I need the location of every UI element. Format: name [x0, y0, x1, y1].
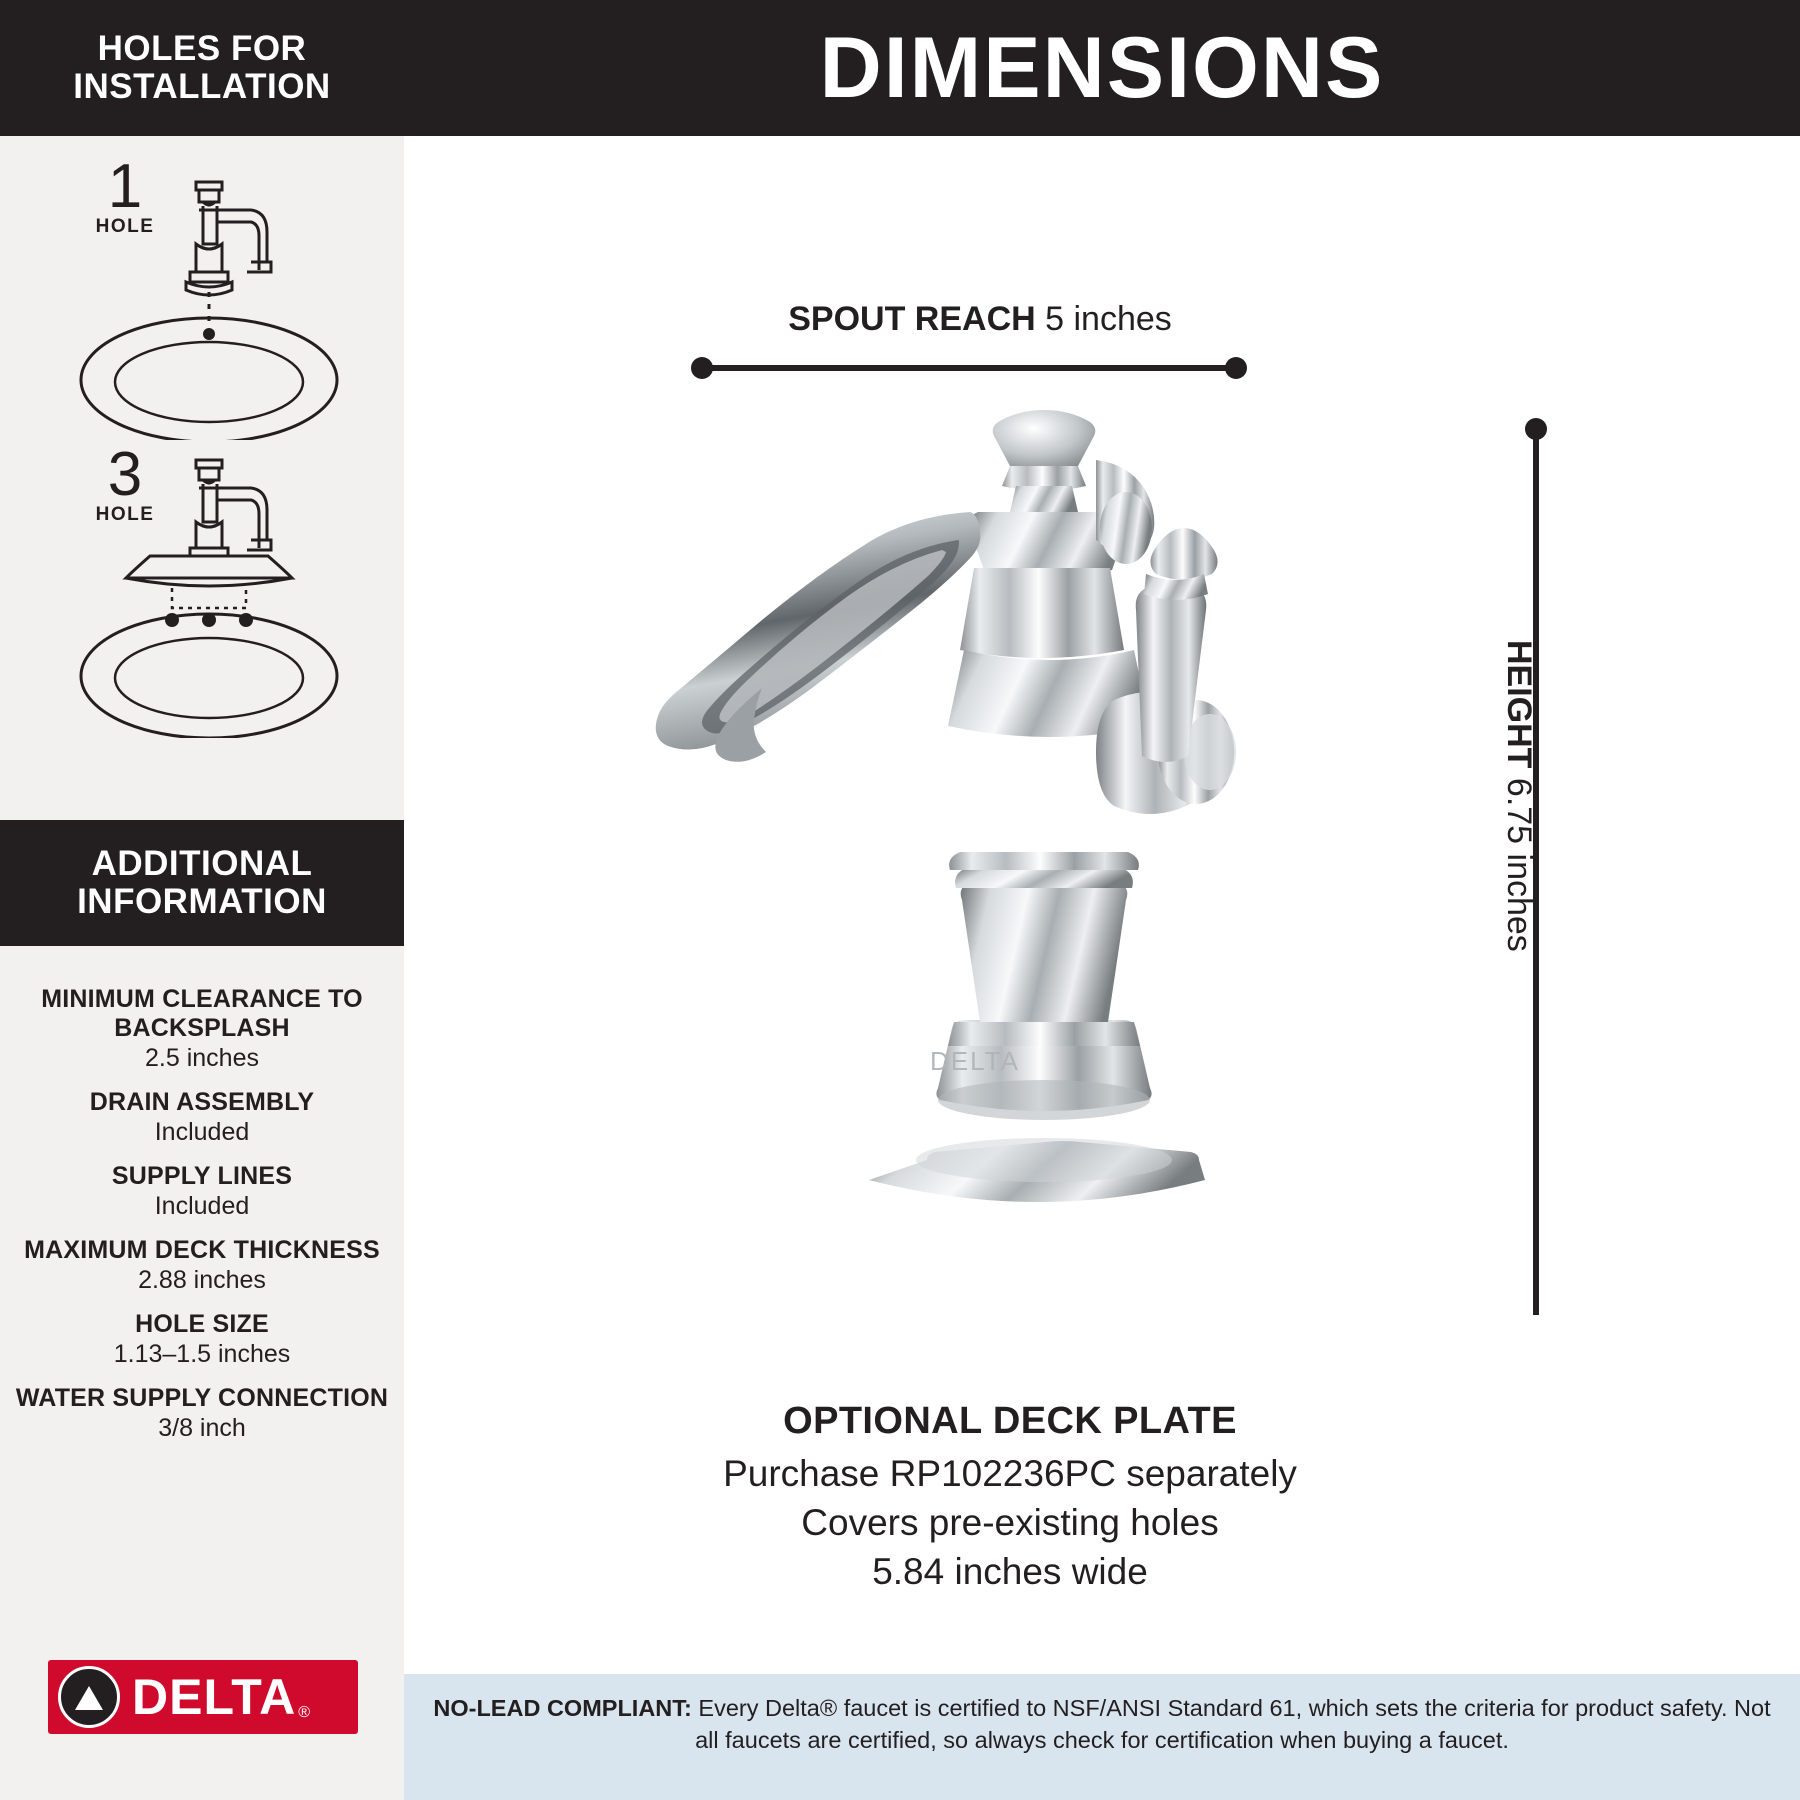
additional-information-list [0, 985, 404, 1458]
info-label: SUPPLY LINES [111, 1162, 293, 1190]
info-value: 2.5 inches [145, 1044, 259, 1072]
delta-triangle-icon [58, 1666, 120, 1728]
info-label: HOLE SIZE [135, 1310, 269, 1338]
deck-plate-title: OPTIONAL DECK PLATE [783, 1400, 1237, 1442]
info-value: 3/8 inch [158, 1414, 246, 1442]
page-title: DIMENSIONS [819, 19, 1385, 116]
info-item [0, 985, 404, 1074]
footer-bold-prefix: NO-LEAD COMPLIANT: [433, 1695, 692, 1721]
info-item [0, 1236, 404, 1296]
deck-plate-line1: Purchase RP102236PC separately [723, 1453, 1297, 1494]
deck-plate-line3: 5.84 inches wide [872, 1551, 1148, 1592]
left-info-panel [0, 0, 404, 1800]
optional-deck-plate-block [470, 1400, 1550, 1596]
info-label: MAXIMUM DECK THICKNESS [24, 1236, 380, 1264]
hole-count-1: 1 HOLE [95, 152, 155, 237]
holes-for-installation-header [0, 0, 404, 136]
three-hole-diagram [0, 438, 404, 738]
holes-header-line1: HOLES FOR [97, 28, 307, 68]
info-item [0, 1162, 404, 1222]
info-item [0, 1088, 404, 1148]
info-item [0, 1384, 404, 1444]
info-value: Included [154, 1118, 250, 1146]
info-value: 1.13–1.5 inches [113, 1340, 291, 1368]
spout-reach-dimension-line [690, 352, 1250, 392]
dimensions-header [404, 0, 1800, 136]
spout-reach-label [700, 300, 1260, 339]
additional-header-line2: INFORMATION [77, 882, 327, 921]
no-lead-compliance-footer [404, 1674, 1800, 1800]
info-label: WATER SUPPLY CONNECTION [15, 1384, 389, 1412]
additional-information-header [0, 820, 404, 946]
deck-plate-line2: Covers pre-existing holes [801, 1502, 1219, 1543]
info-label: MINIMUM CLEARANCE TO BACKSPLASH [41, 985, 363, 1042]
svg-text:DELTA: DELTA [930, 1046, 1020, 1076]
single-hole-diagram [0, 150, 404, 440]
registered-trademark-symbol: ® [298, 1704, 311, 1721]
delta-wordmark: DELTA [132, 1669, 297, 1725]
info-item [0, 1310, 404, 1370]
footer-text: Every Delta® faucet is certified to NSF/ANSI Standard 61, which sets the criteria for product safety. Not all faucets are certified, so always check for certification when buying a faucet. [691, 1695, 1771, 1753]
hole-option-1 [0, 150, 404, 440]
height-value: 6.75 inches [1500, 777, 1538, 952]
additional-header-line1: ADDITIONAL [91, 843, 313, 883]
hole-option-3 [0, 438, 404, 738]
info-value: 2.88 inches [138, 1266, 266, 1294]
faucet-product-image [640, 400, 1640, 1410]
info-label: DRAIN ASSEMBLY [89, 1088, 315, 1116]
delta-logo [48, 1660, 358, 1734]
spout-reach-title: SPOUT REACH [788, 300, 1036, 338]
spout-reach-value: 5 inches [1045, 300, 1172, 338]
height-title: HEIGHT [1500, 640, 1538, 769]
hole-count-3: 3 HOLE [95, 440, 155, 525]
holes-header-line2: INSTALLATION [73, 67, 331, 106]
info-value: Included [154, 1192, 250, 1220]
